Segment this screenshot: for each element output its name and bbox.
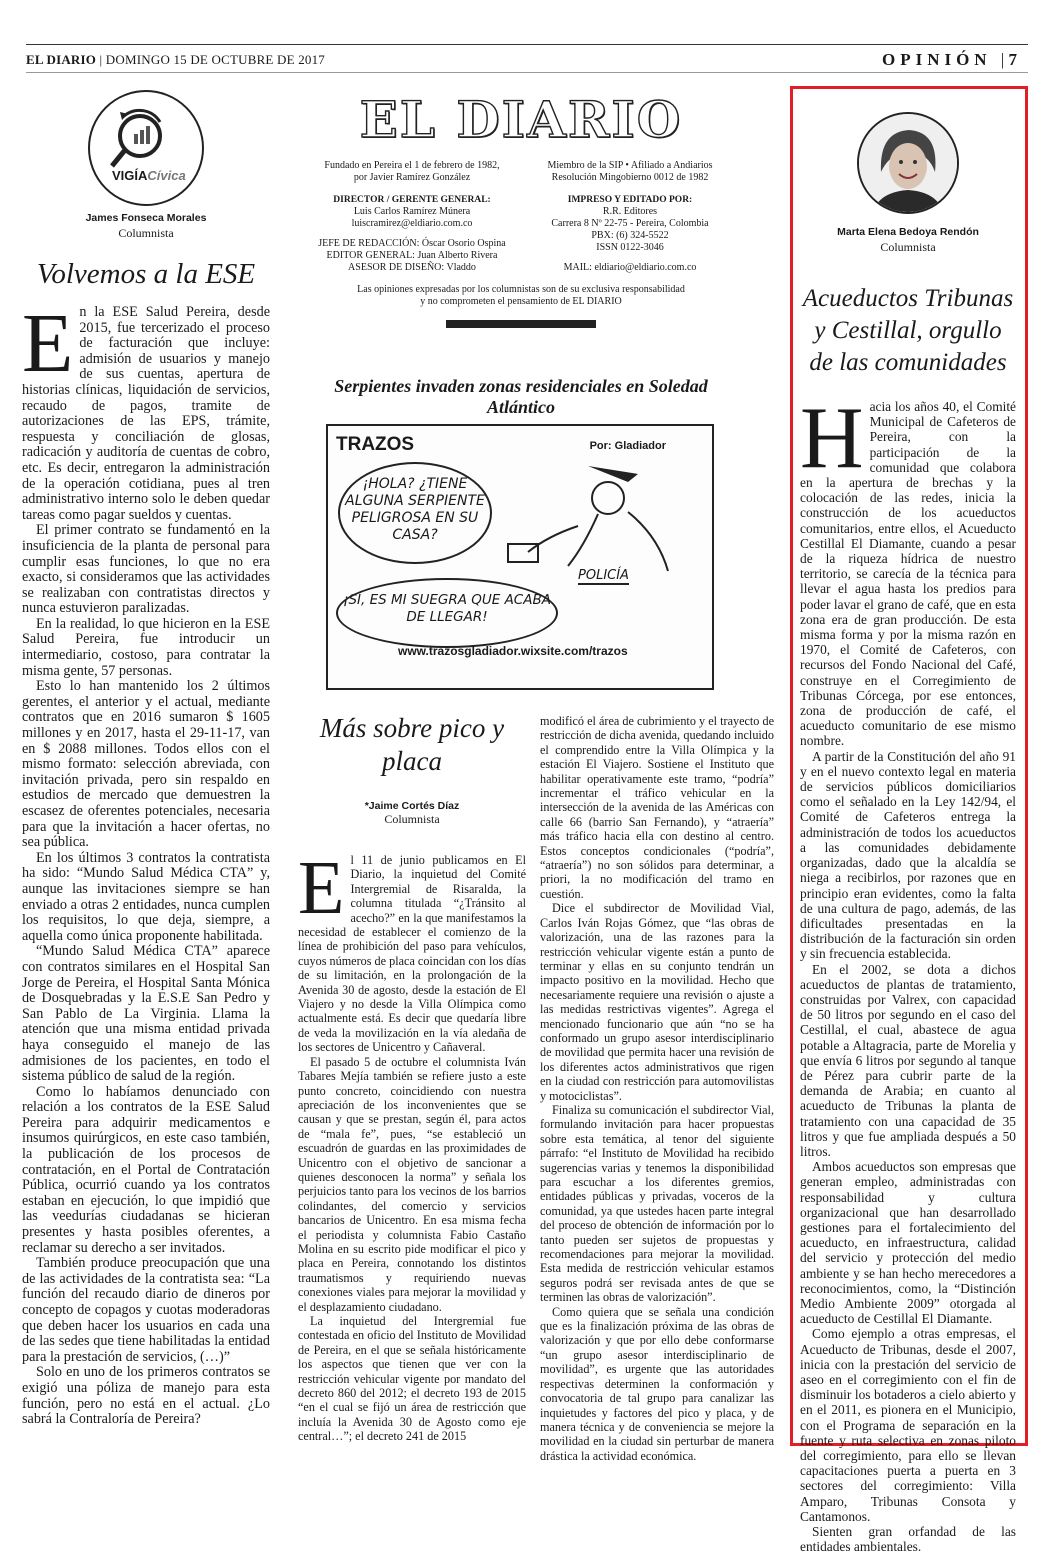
paragraph: Como quiera que se señala una condición que es la finalización próxima de las obras de valorización y que por ello debe conformarse “un grupo asesor interdisciplinario de movilidad”, es urgente que las autoridades respectivas determinen la conformación y convocatoria de tal grupo para canalizar las inquietudes y factores del pico y placa, y de manera técnica y de conveniencia se mejore la movilidad en la ciudad sin perturbar de manera drástica la actividad económica. — [540, 1304, 774, 1463]
masthead — [312, 90, 730, 328]
paragraph: Solo en uno de los primeros contratos se exigió una póliza de manejo para esta función, pero no está en el actual. ¿Lo sabrá la Contraloría de Pereira? — [22, 1364, 270, 1428]
article-title: Más sobre pico y placa — [319, 713, 505, 776]
redaccion-line: JEFE DE REDACCIÓN: Óscar Osorio Ospina — [318, 238, 506, 249]
paragraph: Esto lo han mantenido los 2 últimos gerentes, el anterior y el actual, mediante contratos que en 2016 sumaron $ 1605 millones y en 2017, hasta el 29-11-17, van en $ 2088 millones. Todos ellos con el mismo formato: selección abreviada, con invitación privada, pero sin respaldo en estudios de mercado que demuestren la escasez de oferentes potenciales, necesaria para que la invitación a hacer ofertas, no sea pública. — [22, 678, 270, 851]
author-name: Marta Elena Bedoya Rendón — [837, 226, 979, 238]
masthead-info — [312, 160, 730, 274]
column-marta-bedoya — [800, 100, 1016, 1554]
page-header-left: EL DIARIO | DOMINGO 15 DE OCTUBRE DE 2017 — [26, 52, 326, 67]
speech-bubble-1: ¡HOLA? ¿TIENE ALGUNA SERPIENTE PELIGROSA EN SU CASA? — [338, 462, 492, 564]
paragraph: “Mundo Salud Médica CTA” aparece con contratos similares en el Hospital San Jorge de Pereira, el Hospital Santa Mónica de Dosquebradas y la E.S.E San Pedro y San Pablo de La Virginia. Llama la atención que una misma entidad privada haya conseguido el manejo de las admisiones de los pacientes, en todo el sistema público de salud de la región. — [22, 943, 270, 1085]
paragraph: En los últimos 3 contratos la contratista ha sido: “Mundo Salud Médica CTA” y, aunque las invitaciones siempre se han enviado a otras 2 entidades, nunca cumplen los requisitos, lo que deja, siempre, a aquella como única proponente habilitada. — [22, 849, 270, 944]
top-rule — [26, 44, 1028, 45]
paragraph: La inquietud del Intergremial fue contestada en oficio del Instituto de Movilidad de Pereira, en el que se señala históricamente los aspectos que tienen que ver con la restricción vehicular vigente por mandato del decreto 860 del 2012; el decreto 193 de 2015 “en el cual se fijó un área de restricción que incluía la Avenida 30 de Agosto como eje central…”; el decreto 241 de 2015 — [298, 1314, 526, 1444]
police-figure-icon — [488, 456, 708, 586]
address-line: Carrera 8 Nº 22-75 - Pereira, Colombia — [551, 218, 709, 229]
paragraph: Sienten gran orfandad de las entidades ambientales. — [800, 1524, 1016, 1554]
column-jaime-cortes-continued — [540, 714, 774, 1463]
paragraph: l 11 de junio publicamos en El Diario, la inquietud del Comité Intergremial de Risaralda, la columna titulada “¿Tránsito al acecho?” en la que manifestamos la necesidad de establecer el comienzo de la línea de prohibición del paso para vehículos, cuyos números de placa coincidan con los días de su limitación, en la prolongación de la Avenida 30 de agosto, desde la estación de El Viajero y no desde la Villa Olímpica como actualmente está. Es decir que quedaría libre de veda la movilización en la vía aledaña de los sectores de Unicentro y Cañaveral. — [298, 853, 526, 1055]
author-name: *Jaime Cortés Díaz — [364, 800, 460, 812]
magnifier-icon — [90, 92, 202, 204]
logo-text-vigia: VIGÍA — [112, 168, 148, 183]
paragraph: También produce preocupación que una de las actividades de la contratista sea: “La función del recaudo diario de dineros por concepto de copagos y cuotas moderadoras que deben hacer los usuarios en cada una de las sedes que tiene habilitadas la entidad para la prestación de servicios, (…)” — [22, 1255, 270, 1365]
trazos-cartoon — [326, 424, 714, 690]
printed-label: IMPRESO Y EDITADO POR: — [567, 195, 693, 205]
paragraph: El pasado 5 de octubre el columnista Iván Tabares Mejía también se refiere justo a este punto concreto, coincidiendo con nuestra apreciación de los inconvenientes que se causan y que se prestan, según él, para actos de “mala fe”, pues, “se estableció un escuadrón de guardas en las proximidades de Unicentro con el objetivo de sancionar a quienes desconocen la norma” y señala los perjuicios tanto para los vecinos de los barrios colindantes, del comercio y servicios bancarios de Unicentro. En esa misma fecha el periodista y columnista Fabio Castaño Molina en su escrito pide modificar el pico y placa en Pereira, connotando los distintos traumatismos y requiriendo nuevas conexiones viales para mejorar la movilidad y el desplazamiento ciudadano. — [298, 1054, 526, 1314]
author-role: Columnista — [118, 226, 174, 240]
paragraph: Ambos acueductos son empresas que generan empleo, administradas con responsabilidad y cultura organizacional que han desarrollado gestiones para el fortalecimiento del acueducto, en infraestructura, calidad del servicio y protección del medio ambiente y se han hecho merecedores a reconocimientos, como, la “Distinción Medio Ambiente 2009” otorgada al acueducto de Cestillal El Diamante. — [800, 1159, 1016, 1327]
author-photo — [857, 112, 959, 214]
paragraph: acia los años 40, el Comité Municipal de Cafeteros de Pereira, con la participación de la comunidad que colabora en la apertura de brechas y la colocación de las redes, inicia la construcción de los acueductos comunitarios, entre ellos, el Acueducto Cestillal El Diamante, cuando a pesar de la riqueza hídrica de nuestro territorio, se carecía de la técnica para llevar el agua hasta los predios para poder lavar el grano de café, que en esta zona era de gran producción. De esta misma forma y por la misma razón en 1970, el Comité de Cafeteros, con recursos del Fondo Nacional del Café, construye en el Corregimiento de Tribunas Córcega, por ese entonces, zona de producción de café, el acueducto comunitario de ese mismo nombre. — [800, 399, 1016, 749]
vigia-civica-logo — [88, 90, 204, 206]
drop-cap: H — [800, 390, 864, 487]
paragraph: n la ESE Salud Pereira, desde 2015, fue tercerizado el proceso de facturación que incluye: admisión de usuarios y manejo de sus cuentas, apertura de historias clínicas, liquidación de servicios, recaudo de pagos, tramite de autorizaciones de las EPS, trámite, respuesta y conciliación de glosas, radicación y auditoría de cuentas de cobro, etc. Es decir, entregaron la administración de la operación cotidiana, pues al tren administrativo interno solo le deben quedar tareas como pagar sueldos y cuentas. — [22, 304, 270, 523]
paragraph: modificó el área de cubrimiento y el trayecto de restricción de dicha avenida, quedando incluido el comprendido entre la Villa Olímpica y la estación El Viajero. Sostiene el Instituto que habilitar operativamente este tramo, “podría” incrementar el tráfico vehicular en la intersección de la avenida de las Américas con calle 66 (barrio San Fernando), y “atraería” más tráfico hacia ella con destino al centro. Estos conceptos condicionales (“podría”, “atraería”) no son sólidos para determinar, a priori, la no modificación del tramo en cuestión. — [540, 714, 774, 901]
author-name: James Fonseca Morales — [85, 212, 207, 224]
cartoon-headline: Serpientes invaden zonas residenciales en Soledad Atlántico — [334, 376, 708, 417]
section-name: OPINIÓN — [881, 50, 992, 69]
founder-line: por Javier Ramírez González — [353, 172, 471, 183]
director-email: luiscramirez@eldiario.com.co — [351, 218, 473, 229]
page-number: 7 — [1008, 50, 1022, 69]
founded-line: Fundado en Pereira el 1 de febrero de 1982, — [324, 160, 500, 171]
paragraph: En la realidad, lo que hicieron en la ESE Salud Pereira, fue introducir un intermediario, costoso, para contratar la misma gente, 57 personas. — [22, 615, 270, 679]
author-role: Columnista — [384, 812, 440, 826]
paragraph: Finaliza su comunicación el subdirector Vial, formulando invitación para hacer propuestas sobre esta temática, al tenor del siguiente párrafo: “el Instituto de Movilidad ha recibido sugerencias varias y tenemos la disponibilidad para escuchar a los diferentes gremios, entidades públicas y privadas, voceros de la comunidad, ya que ustedes hacen parte integral del proceso de obtención de información por lo tanto pueden ser sujetos de propuestas y recomendaciones para mejorar la movilidad. Esta medida de restricción vehicular estamos seguros podrá ser revisada antes de que se terminen las obras de valorización”. — [540, 1102, 774, 1305]
paper-name: EL DIARIO — [26, 52, 97, 67]
article-body — [22, 297, 270, 1428]
drop-cap: E — [22, 297, 74, 390]
paragraph: El primer contrato se fundamentó en la insuficiencia de la planta de personal para cumplir esas funciones, lo que no era exacto, si consideramos que las actividades se realizaban con contratistas directos y nunca estuvieron paralizadas. — [22, 522, 270, 617]
resolution-line: Resolución Mingobierno 0012 de 1982 — [551, 172, 709, 183]
article-body — [800, 390, 1016, 1554]
paragraph: Dice el subdirector de Movilidad Vial, Carlos Iván Rojas Gómez, que “las obras de valorización, una de las razones para la restricción vehicular vigente están a punto de terminar y ellas en su conjunto tendrán un impacto positivo en la movilidad. Hecho que necesariamente requiere una revisión o ajuste a las medidas restrictivas vigentes”. Agrega el mencionado funcionario que aún “no se ha conformado un grupo asesor interdisciplinario de movilidad que permita hacer una revisión de los diferentes actos administrativos que rigen en la ciudad con restricción para automovilistas y motociclistas”. — [540, 901, 774, 1103]
logo-text-civica: Cívica — [147, 168, 186, 183]
paragraph: Como ejemplo a otras empresas, el Acueducto de Tribunas, desde el 2007, inicia con la prestación del servicio de aseo en el corregimiento con el fin de disminuir los botaderos a cielo abierto y en el 2011, es pionera en el Municipio, con el Programa de separación en la fuente y ruta selectiva en zonas piloto del corregimiento, para ello se llevan capacitaciones puerta a puerta en 3 sectores del corregimiento: Villa Amparo, Tribunas Consota y Cantamonos. — [800, 1326, 1016, 1524]
drop-cap: E — [298, 846, 345, 930]
cartoon-title: TRAZOS — [336, 434, 415, 455]
design-line: ASESOR DE DISEÑO: Vladdo — [348, 262, 476, 273]
column-jaime-cortes — [298, 706, 526, 1444]
member-line: Miembro de la SIP • Afiliado a Andiarios — [547, 160, 713, 171]
issue-date: DOMINGO 15 DE OCTUBRE DE 2017 — [105, 52, 326, 67]
issn-line: ISSN 0122-3046 — [596, 242, 664, 253]
mail-line: MAIL: eldiario@eldiario.com.co — [563, 262, 697, 273]
article-title: Volvemos a la ESE — [36, 258, 256, 290]
speech-bubble-2: ¡SÍ, ES MI SUEGRA QUE ACABA DE LLEGAR! — [336, 578, 558, 648]
column-james-fonseca — [22, 90, 270, 1428]
masthead-bar — [446, 320, 596, 328]
portrait-icon — [859, 114, 957, 212]
printed-name: R.R. Editores — [602, 206, 658, 217]
paragraph: Como lo habíamos denunciado con relación a los contratos de la ESE Salud Pereira para adquirir medicamentos e insumos quirúrgicos, en este caso también, la publicación de los procesos de contratación, en el Portal de Contratación Pública, ocurrió cuando ya los contratos estaban en ejecución, lo que impidió que las veedurías ciudadanas se hicieran presentes y hasta posibles oferentes, a reclamar su derecho a ser invitados. — [22, 1083, 270, 1256]
cartoon-byline: Por: Gladiador — [589, 440, 666, 452]
disclaimer: Las opiniones expresadas por los columnistas son de su exclusiva responsabilidad y no comprometen el pensamiento de EL DIARIO — [357, 284, 685, 307]
header-rule — [26, 72, 1028, 73]
author-role: Columnista — [880, 240, 936, 254]
masthead-logo: EL DIARIO — [359, 90, 683, 149]
police-sign: POLICÍA — [578, 568, 629, 583]
editor-line: EDITOR GENERAL: Juan Alberto Rivera — [326, 250, 498, 261]
paragraph: A partir de la Constitución del año 91 y en el nuevo contexto legal en materia de servicios públicos domiciliarios como el señalado en la Ley 142/94, el Comité de Cafeteros entrega la administración de todos los acueductos a las comunidades debidamente organizadas, dado que la alcaldía se niega a recibirlos, por razones que en principio eran evidentes, como la falta de una cultura de pago, además, de las dificultades presentadas en la distribución de la facturación sin orden y sin frecuencia establecida. — [800, 748, 1016, 962]
article-body — [298, 846, 526, 1444]
paragraph: En el 2002, se dota a dichos acueductos de plantas de tratamiento, construidas por Valrex, con capacidad de 50 litros por segundo en el caso del Cestillal, el cual, abastece de agua potable a Altagracia, parte de Morelia y que envía 6 litros por segundo al tanque de Pérez para cubrir parte de la demanda de Arabia; en cuanto al acueducto de Tribunas la planta de tratamiento con una capacidad de 35 litros y que fue ampliada después a 50 litros. — [800, 961, 1016, 1159]
director-label: DIRECTOR / GERENTE GENERAL: — [333, 195, 491, 205]
cartoon-url: www.trazosgladiador.wixsite.com/trazos — [398, 644, 628, 658]
page-header-right: OPINIÓN | 7 — [881, 50, 1022, 69]
article-title: Acueductos Tribunas y Cestillal, orgullo de las comunidades — [802, 285, 1014, 376]
director-name: Luis Carlos Ramírez Múnera — [353, 206, 471, 217]
pbx-line: PBX: (6) 324-5522 — [591, 230, 669, 241]
